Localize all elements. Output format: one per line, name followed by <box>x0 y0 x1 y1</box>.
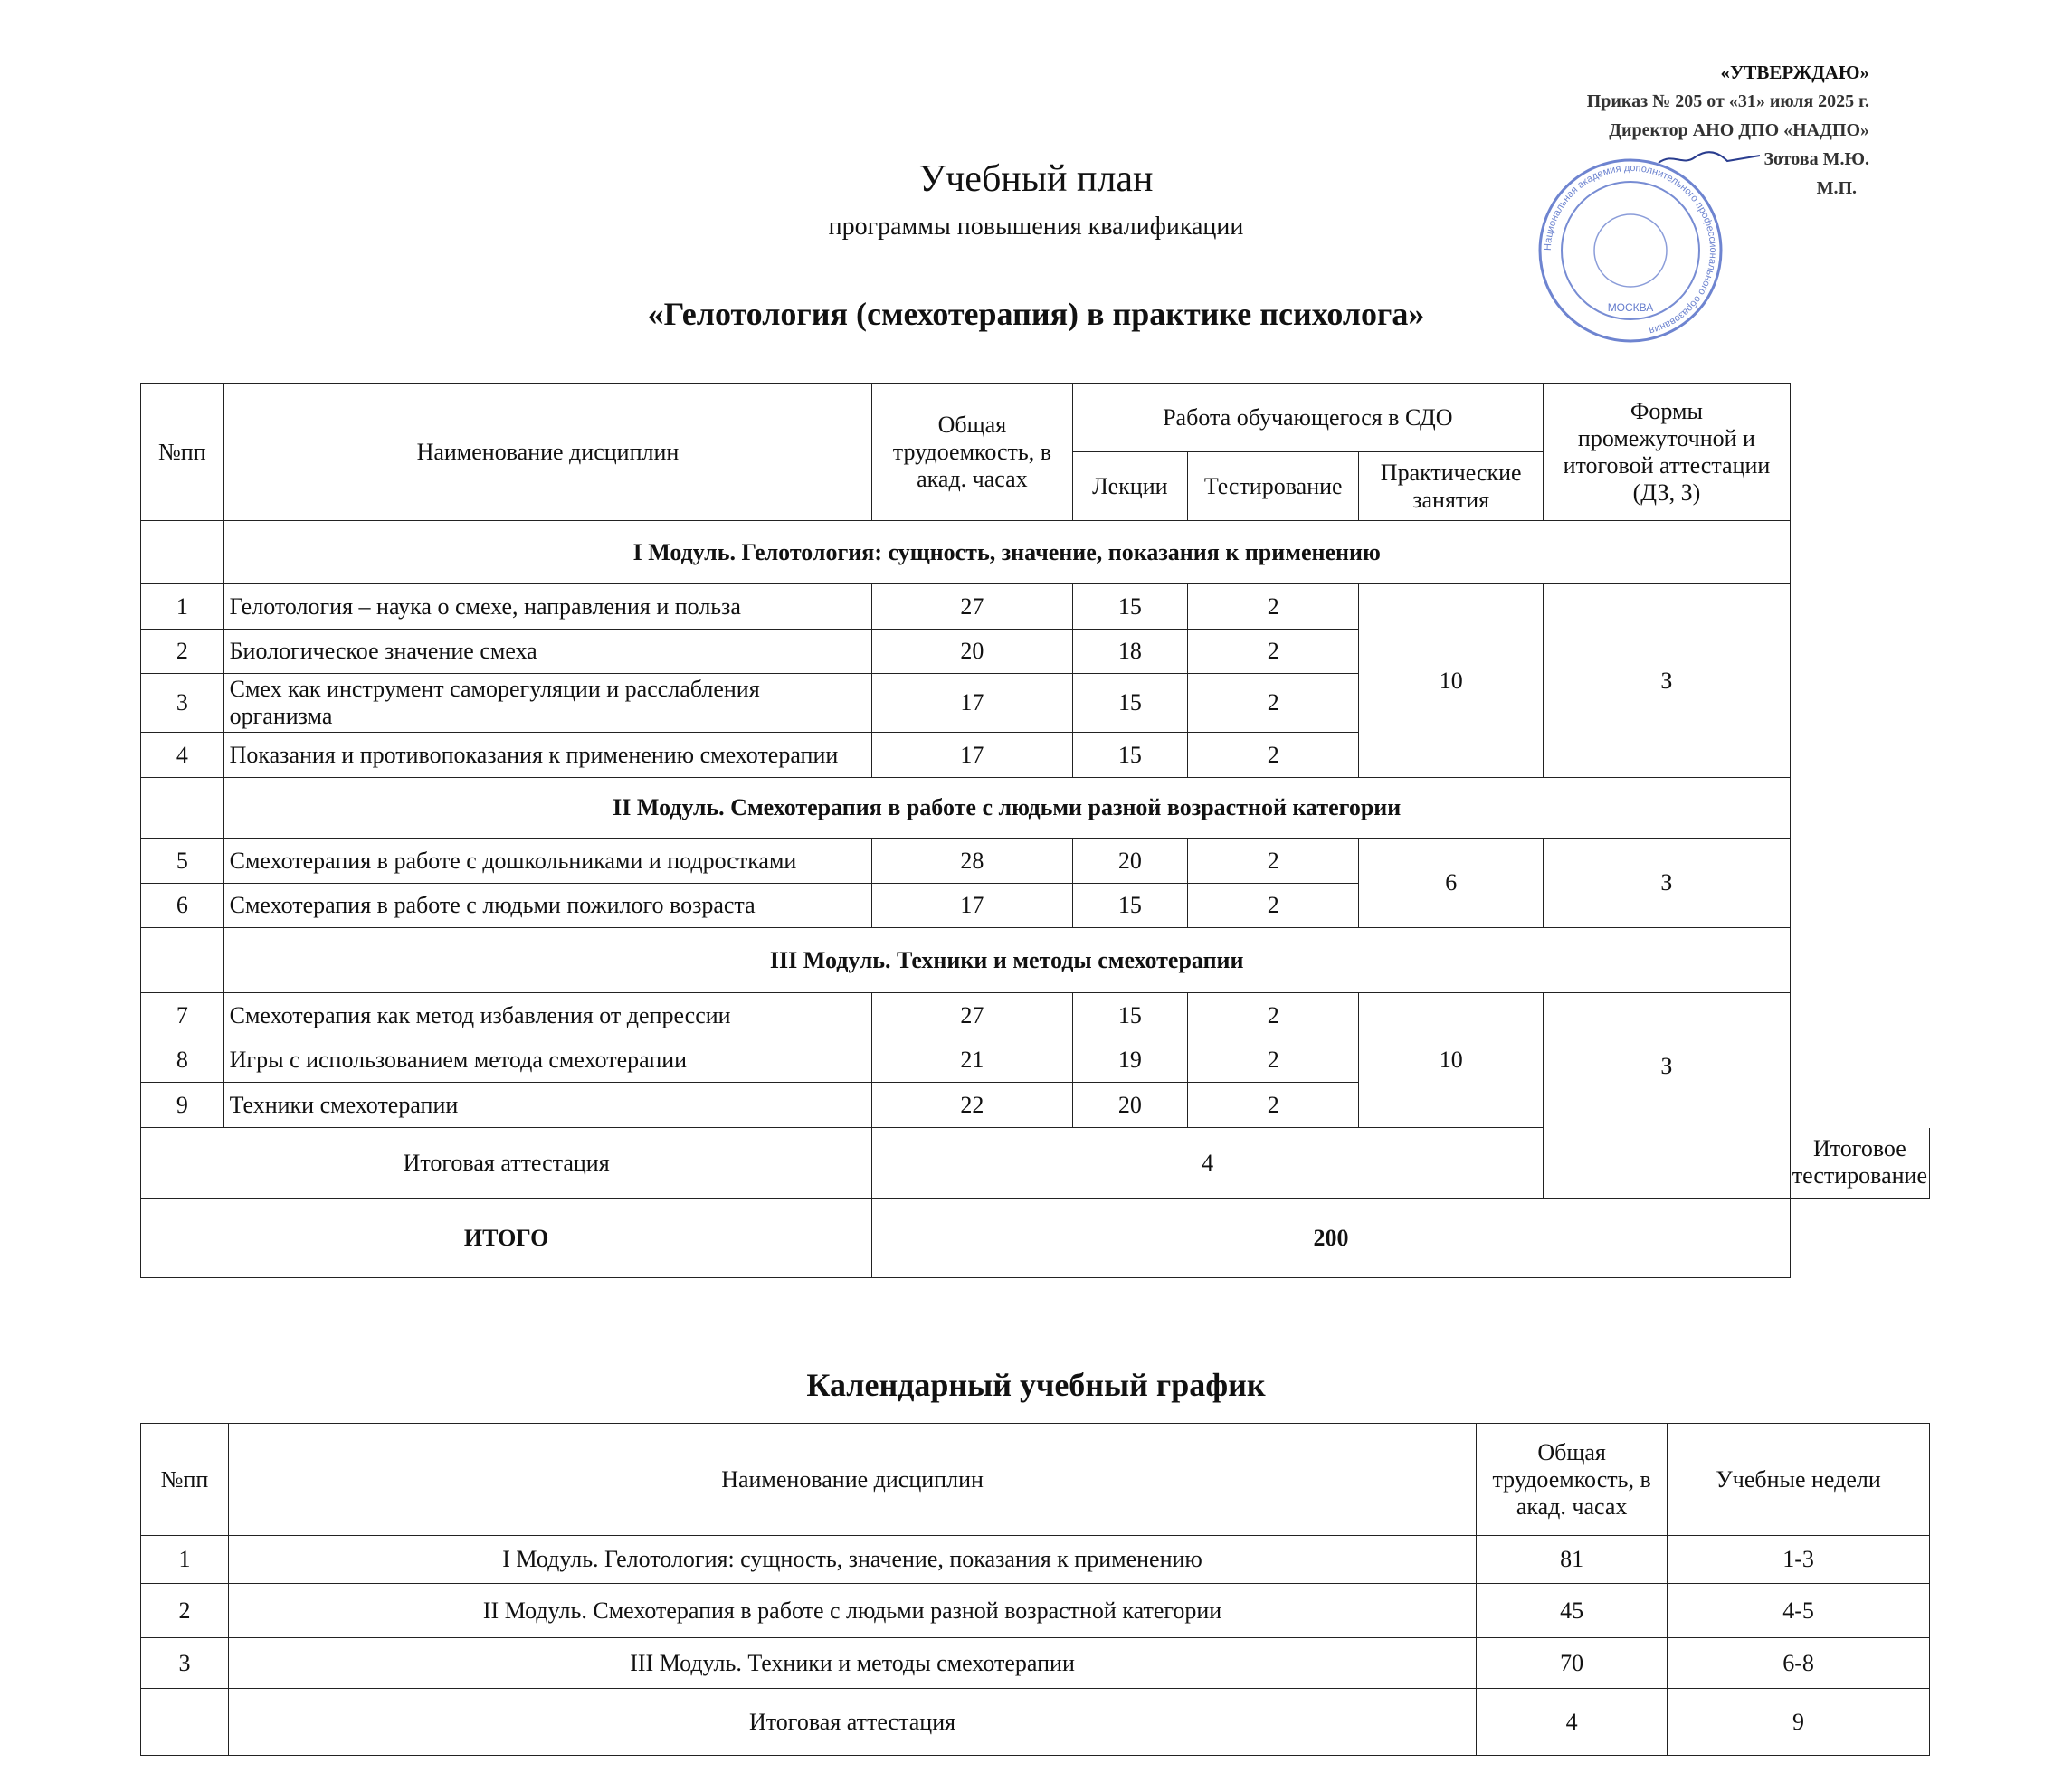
row-name: Смехотерапия как метод избавления от депрессии <box>223 993 872 1038</box>
cal-row-total: 45 <box>1477 1584 1668 1638</box>
calendar-table <box>140 1423 1930 1756</box>
final-form: Итоговое тестирование <box>1790 1128 1929 1199</box>
row-testing: 2 <box>1188 584 1359 630</box>
row-num: 4 <box>141 733 224 778</box>
module-row <box>141 521 1930 584</box>
cal-row-total: 4 <box>1477 1689 1668 1756</box>
cal-row-num: 1 <box>141 1536 229 1584</box>
row-num: 7 <box>141 993 224 1038</box>
header-forms: Формы промежуточной и итоговой аттестации (ДЗ, З) <box>1544 384 1791 521</box>
row-name: Смехотерапия в работе с людьми пожилого возраста <box>223 884 872 928</box>
module-title: I Модуль. Гелотология: сущность, значение, показания к применению <box>223 521 1790 584</box>
module-practice: 6 <box>1359 839 1544 928</box>
row-total: 28 <box>872 839 1072 884</box>
module-title: II Модуль. Смехотерапия в работе с людьми разной возрастной категории <box>223 778 1790 839</box>
approval-director: Директор АНО ДПО «НАДПО» <box>1609 120 1869 140</box>
table-row <box>141 993 1930 1038</box>
row-num: 6 <box>141 884 224 928</box>
cal-row-name: III Модуль. Техники и методы смехотерапии <box>228 1638 1476 1689</box>
row-total: 17 <box>872 674 1072 733</box>
cal-row-total: 81 <box>1477 1536 1668 1584</box>
row-name: Смех как инструмент саморегуляции и расслабления организма <box>223 674 872 733</box>
total-row <box>141 1199 1930 1278</box>
stamp-ring-text: Национальная академия дополнительного профессионального образования <box>1542 162 1719 336</box>
approval-name: Зотова М.Ю. <box>1763 149 1869 169</box>
cal-row-weeks: 9 <box>1668 1689 1930 1756</box>
header-num: №пп <box>141 384 224 521</box>
table-row <box>141 584 1930 630</box>
row-name: Биологическое значение смеха <box>223 630 872 674</box>
approval-seal-mark: М.П. <box>1816 178 1857 198</box>
row-total: 20 <box>872 630 1072 674</box>
header-lectures: Лекции <box>1072 452 1188 521</box>
row-lectures: 15 <box>1072 584 1188 630</box>
row-lectures: 20 <box>1072 839 1188 884</box>
module-practice: 10 <box>1359 584 1544 778</box>
cal-row-weeks: 1-3 <box>1668 1536 1930 1584</box>
row-testing: 2 <box>1188 674 1359 733</box>
row-lectures: 15 <box>1072 733 1188 778</box>
cal-row-name: Итоговая аттестация <box>228 1689 1476 1756</box>
header-testing: Тестирование <box>1188 452 1359 521</box>
program-title: «Гелотология (смехотерапия) в практике психолога» <box>647 296 1425 332</box>
document-title: Учебный план <box>918 158 1154 200</box>
table-row <box>141 1584 1930 1638</box>
table-row <box>141 1638 1930 1689</box>
cal-header-total: Общая трудоемкость, в акад. часах <box>1477 1424 1668 1536</box>
cal-row-name: I Модуль. Гелотология: сущность, значение, показания к применению <box>228 1536 1476 1584</box>
cal-row-total: 70 <box>1477 1638 1668 1689</box>
cal-header-num: №пп <box>141 1424 229 1536</box>
row-total: 21 <box>872 1038 1072 1083</box>
table-row <box>141 1689 1930 1756</box>
row-num: 1 <box>141 584 224 630</box>
row-lectures: 18 <box>1072 630 1188 674</box>
header-practice: Практические занятия <box>1359 452 1544 521</box>
row-testing: 2 <box>1188 1083 1359 1128</box>
header-work: Работа обучающегося в СДО <box>1072 384 1544 452</box>
header-name: Наименование дисциплин <box>223 384 872 521</box>
cal-row-weeks: 6-8 <box>1668 1638 1930 1689</box>
module-row <box>141 928 1930 993</box>
cal-header-name: Наименование дисциплин <box>228 1424 1476 1536</box>
final-hours: 4 <box>872 1128 1544 1199</box>
row-testing: 2 <box>1188 733 1359 778</box>
row-name: Игры с использованием метода смехотерапии <box>223 1038 872 1083</box>
total-label: ИТОГО <box>141 1199 872 1278</box>
row-name: Техники смехотерапии <box>223 1083 872 1128</box>
calendar-title: Календарный учебный график <box>806 1367 1266 1403</box>
approval-order: Приказ № 205 от «31» июля 2025 г. <box>1586 91 1869 111</box>
row-num: 9 <box>141 1083 224 1128</box>
row-name: Показания и противопоказания к применению смехотерапии <box>223 733 872 778</box>
row-testing: 2 <box>1188 884 1359 928</box>
module-form: З <box>1544 839 1791 928</box>
table-row <box>141 1536 1930 1584</box>
row-num: 8 <box>141 1038 224 1083</box>
document-subtitle: программы повышения квалификации <box>828 213 1244 241</box>
row-name: Гелотология – наука о смехе, направления и польза <box>223 584 872 630</box>
study-plan-table <box>140 383 1930 1278</box>
cal-row-num <box>141 1689 229 1756</box>
row-num: 5 <box>141 839 224 884</box>
stamp-city: МОСКВА <box>1607 301 1654 314</box>
approval-heading: «УТВЕРЖДАЮ» <box>1720 62 1869 83</box>
module-practice: 10 <box>1359 993 1544 1128</box>
row-lectures: 20 <box>1072 1083 1188 1128</box>
module-form: З <box>1544 584 1791 778</box>
row-total: 27 <box>872 993 1072 1038</box>
row-total: 17 <box>872 884 1072 928</box>
row-total: 22 <box>872 1083 1072 1128</box>
row-lectures: 19 <box>1072 1038 1188 1083</box>
module-row <box>141 778 1930 839</box>
cal-row-num: 2 <box>141 1584 229 1638</box>
row-testing: 2 <box>1188 993 1359 1038</box>
table-row <box>141 839 1930 884</box>
cal-header-weeks: Учебные недели <box>1668 1424 1930 1536</box>
row-lectures: 15 <box>1072 674 1188 733</box>
row-total: 17 <box>872 733 1072 778</box>
row-lectures: 15 <box>1072 993 1188 1038</box>
row-testing: 2 <box>1188 839 1359 884</box>
row-num: 2 <box>141 630 224 674</box>
row-total: 27 <box>872 584 1072 630</box>
final-label: Итоговая аттестация <box>141 1128 872 1199</box>
row-testing: 2 <box>1188 1038 1359 1083</box>
cal-row-name: II Модуль. Смехотерапия в работе с людьми разной возрастной категории <box>228 1584 1476 1638</box>
cal-row-num: 3 <box>141 1638 229 1689</box>
header-total: Общая трудоемкость, в акад. часах <box>872 384 1072 521</box>
row-name: Смехотерапия в работе с дошкольниками и подростками <box>223 839 872 884</box>
row-lectures: 15 <box>1072 884 1188 928</box>
row-num: 3 <box>141 674 224 733</box>
module-form: З <box>1544 993 1791 1199</box>
cal-row-weeks: 4-5 <box>1668 1584 1930 1638</box>
total-hours: 200 <box>872 1199 1791 1278</box>
module-title: III Модуль. Техники и методы смехотерапии <box>223 928 1790 993</box>
row-testing: 2 <box>1188 630 1359 674</box>
